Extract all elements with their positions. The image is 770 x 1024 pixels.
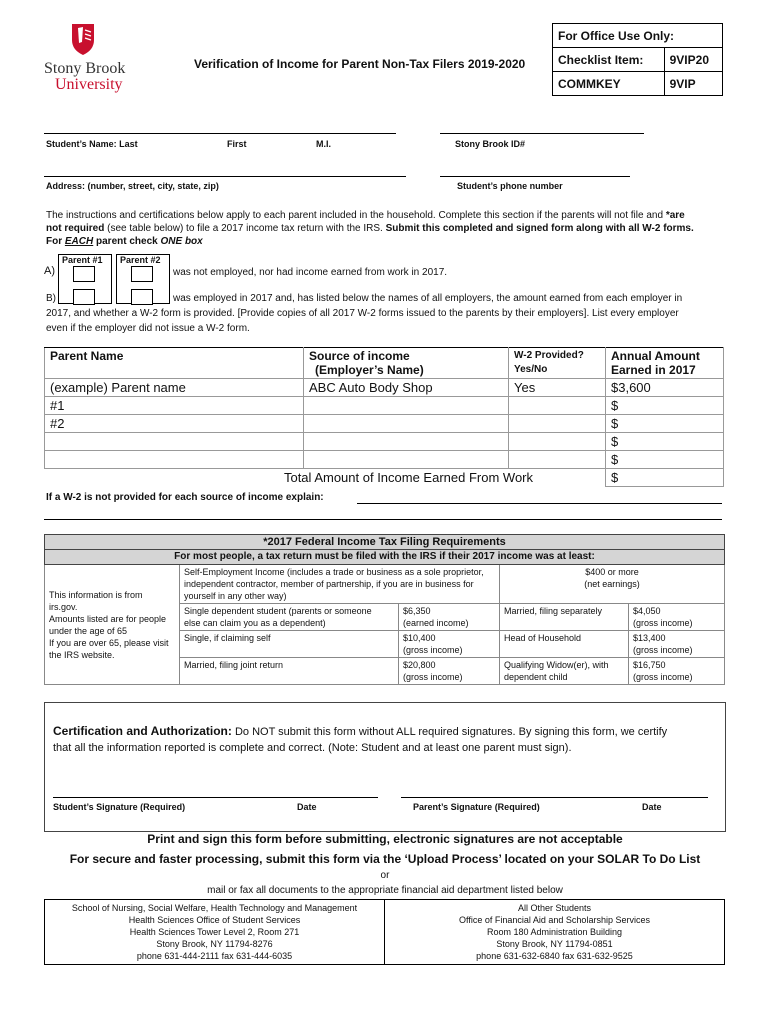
table-row[interactable]: [45, 451, 724, 469]
university-shield-icon: [70, 22, 96, 56]
mail-fax-text: mail or fax all documents to the appropriate financial aid department listed below: [207, 885, 563, 896]
phone-input-line[interactable]: [440, 176, 630, 177]
student-date-label: Date: [297, 802, 317, 812]
parent1-amount-cell[interactable]: $: [606, 397, 724, 415]
parent-signature-label: Parent’s Signature (Required): [413, 802, 540, 812]
header-amount: Annual Amount Earned in 2017: [606, 348, 724, 379]
requirements-subtitle: For most people, a tax return must be filed with the IRS if their 2017 income was at least:: [45, 550, 725, 565]
header-source: Source of income (Employer’s Name): [304, 348, 509, 379]
financial-aid-contact: All Other Students Office of Financial Aid and Scholarship Services Room 180 Administration Building Stony Brook, NY 11794-0851 phone 631-632-6840 fax 631-632-9525: [385, 900, 725, 965]
example-parent: (example) Parent name: [45, 379, 304, 397]
header-w2: W-2 Provided? Yes/No: [509, 348, 606, 379]
extra2-source-cell[interactable]: [304, 451, 509, 469]
parent2-amount-cell[interactable]: $: [606, 415, 724, 433]
option-a-letter: A): [44, 265, 55, 277]
middle-initial-label: M.I.: [316, 139, 331, 149]
office-use-heading: For Office Use Only:: [553, 24, 723, 48]
parent1-label: Parent #1: [62, 255, 103, 265]
married-separate-amount: $4,050 (gross income): [629, 604, 725, 631]
student-signature-line[interactable]: [53, 797, 378, 798]
address-input-line[interactable]: [44, 176, 406, 177]
parent1-name-cell[interactable]: #1: [45, 397, 304, 415]
checklist-value: 9VIP20: [664, 48, 722, 72]
head-household-amount: $13,400 (gross income): [629, 631, 725, 658]
self-employment-amount: $400 or more (net earnings): [500, 565, 725, 604]
parent1-option-a-checkbox[interactable]: [73, 266, 95, 282]
single-self-desc: Single, if claiming self: [180, 631, 399, 658]
extra2-w2-cell[interactable]: [509, 451, 606, 469]
extra-w2-cell[interactable]: [509, 433, 606, 451]
example-amount: $3,600: [606, 379, 724, 397]
office-use-table: [552, 23, 723, 96]
total-label: Total Amount of Income Earned From Work: [283, 470, 533, 485]
header-parent-name: Parent Name: [45, 348, 304, 379]
married-joint-amount: $20,800 (gross income): [399, 658, 500, 685]
option-b-text-line1: was employed in 2017 and, has listed below the names of all employers, the amount earned from each employer in: [173, 293, 683, 304]
commkey-value: 9VIP: [664, 72, 722, 96]
student-name-input-line[interactable]: [44, 133, 396, 134]
married-joint-desc: Married, filing joint return: [180, 658, 399, 685]
requirements-title: *2017 Federal Income Tax Filing Requirements: [45, 535, 725, 550]
explain-input-line-1[interactable]: [357, 503, 722, 504]
qualifying-widow-amount: $16,750 (gross income): [629, 658, 725, 685]
parent-signature-line[interactable]: [401, 797, 708, 798]
qualifying-widow-desc: Qualifying Widow(er), with dependent child: [500, 658, 629, 685]
single-dependent-amount: $6,350 (earned income): [399, 604, 500, 631]
parent2-option-b-checkbox[interactable]: [131, 289, 153, 305]
extra-source-cell[interactable]: [304, 433, 509, 451]
extra-name-cell[interactable]: [45, 433, 304, 451]
last-name-label: Student’s Name: Last: [46, 139, 138, 149]
instructions-paragraph: The instructions and certifications below apply to each parent included in the household. Complete this section if the parents will not file and *are not required (see table below) to file a 2017 income tax return with the IRS. Submit this completed and signed form along with all W-2 forms. For EACH parent check ONE box: [46, 210, 694, 247]
parent2-label: Parent #2: [120, 255, 161, 265]
parent1-w2-cell[interactable]: [509, 397, 606, 415]
parent2-source-cell[interactable]: [304, 415, 509, 433]
or-text: or: [380, 870, 390, 881]
parent2-option-a-checkbox[interactable]: [131, 266, 153, 282]
example-w2: Yes: [509, 379, 606, 397]
option-b-text-line3: even if the employer did not issue a W-2 form.: [46, 323, 250, 334]
option-b-letter: B): [46, 293, 56, 304]
extra2-amount-cell[interactable]: $: [606, 451, 724, 469]
print-sign-notice: Print and sign this form before submitting, electronic signatures are not acceptable: [147, 832, 623, 846]
form-title: Verification of Income for Parent Non-Tax Filers 2019-2020: [194, 57, 526, 71]
parent2-name-cell[interactable]: #2: [45, 415, 304, 433]
filing-requirements-table: [44, 534, 725, 685]
single-dependent-desc: Single dependent student (parents or someone else can claim you as a dependent): [180, 604, 399, 631]
certification-text: Certification and Authorization: Do NOT submit this form without ALL required signatures. By signing this form, we certify that all the information reported is complete and correct. (Note: Student and at least one parent must sign).: [53, 724, 668, 754]
commkey-label: COMMKEY: [553, 72, 665, 96]
explain-input-line-2[interactable]: [44, 519, 722, 520]
checklist-label: Checklist Item:: [553, 48, 665, 72]
example-source: ABC Auto Body Shop: [304, 379, 509, 397]
requirements-side-note: This information is from irs.gov. Amounts listed are for people under the age of 65 If you are over 65, please visit the IRS website.: [45, 565, 180, 685]
table-row: [45, 379, 724, 397]
extra-amount-cell[interactable]: $: [606, 433, 724, 451]
student-signature-label: Student’s Signature (Required): [53, 802, 186, 812]
parent1-option-b-checkbox[interactable]: [73, 289, 95, 305]
table-row[interactable]: [45, 397, 724, 415]
logo-text-stony-brook: Stony Brook: [44, 60, 126, 77]
upload-notice: For secure and faster processing, submit this form via the ‘Upload Process’ located on your SOLAR To Do List: [69, 852, 701, 866]
parent-date-label: Date: [642, 802, 662, 812]
certification-box: [44, 702, 726, 832]
explain-label: If a W-2 is not provided for each source of income explain:: [46, 492, 324, 503]
phone-label: Student’s phone number: [457, 181, 563, 191]
stony-brook-id-label: Stony Brook ID#: [455, 139, 526, 149]
married-separate-desc: Married, filing separately: [500, 604, 629, 631]
stony-brook-id-input-line[interactable]: [440, 133, 644, 134]
first-name-label: First: [227, 139, 247, 149]
total-amount-cell[interactable]: $: [606, 469, 724, 487]
logo-text-university: University: [55, 76, 123, 93]
parent1-source-cell[interactable]: [304, 397, 509, 415]
contact-table: [44, 899, 725, 965]
table-row[interactable]: [45, 415, 724, 433]
head-household-desc: Head of Household: [500, 631, 629, 658]
parent2-w2-cell[interactable]: [509, 415, 606, 433]
extra2-name-cell[interactable]: [45, 451, 304, 469]
option-a-text: was not employed, nor had income earned from work in 2017.: [173, 267, 448, 278]
table-row[interactable]: [45, 433, 724, 451]
income-table: [44, 347, 724, 487]
option-b-text-line2: 2017, and whether a W-2 form is provided. [Provide copies of all 2017 W-2 forms issued to the parents by their employers]. List every employer: [46, 308, 679, 319]
single-self-amount: $10,400 (gross income): [399, 631, 500, 658]
address-label: Address: (number, street, city, state, zip): [46, 181, 219, 191]
health-sciences-contact: School of Nursing, Social Welfare, Health Technology and Management Health Sciences Office of Student Services Health Sciences Tower Level 2, Room 271 Stony Brook, NY 11794-8276 phone 631-444-2111 fax 631-444-6035: [45, 900, 385, 965]
self-employment-desc: Self-Employment Income (includes a trade or business as a sole proprietor, independent contractor, member of partnership, if you are in business for yourself in any other way): [180, 565, 500, 604]
